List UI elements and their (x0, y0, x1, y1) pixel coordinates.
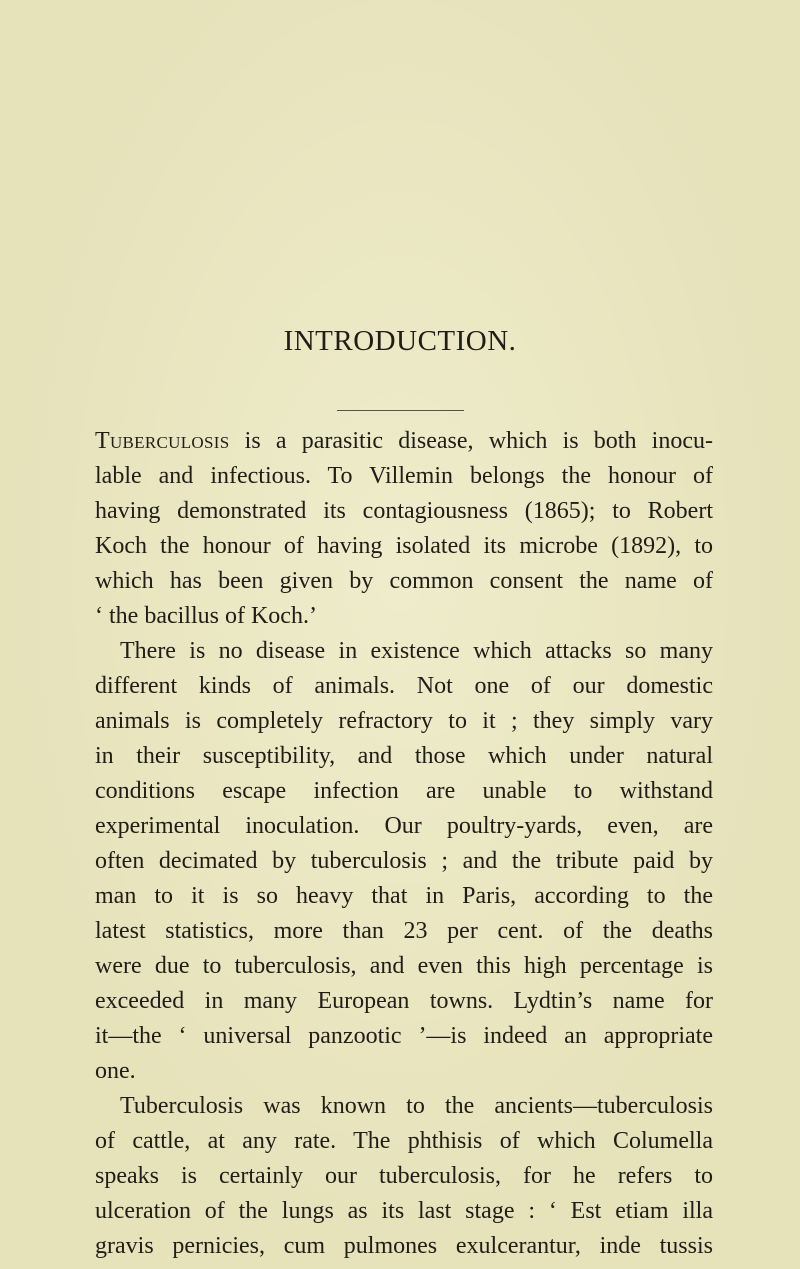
text-line: speaks is certainly our tuberculosis, for he refers to (95, 1163, 713, 1189)
text-line: ulceration of the lungs as its last stage : ‘ Est etiam illa (95, 1198, 713, 1224)
text-line: exceeded in many European towns. Lydtin’s name for (95, 988, 713, 1014)
body-text (95, 424, 713, 1264)
text-line: were due to tuberculosis, and even this high percentage is (95, 953, 713, 979)
text-line: ‘ the bacillus of Koch.’ (95, 603, 317, 629)
text-line: lable and infectious. To Villemin belongs the honour of (95, 463, 713, 489)
text-line: having demonstrated its contagiousness (1865); to Robert (95, 498, 713, 524)
text-line (95, 424, 713, 459)
text-line: man to it is so heavy that in Paris, according to the (95, 883, 713, 909)
text-line: one. (95, 1058, 136, 1084)
text-line: conditions escape infection are unable to withstand (95, 778, 713, 804)
text-line: in their susceptibility, and those which under natural (95, 743, 713, 769)
text-line: animals is completely refractory to it ; they simply vary (95, 708, 713, 734)
text-line: which has been given by common consent the name of (95, 568, 713, 594)
text-line: it—the ‘ universal panzootic ’—is indeed an appropriate (95, 1023, 713, 1049)
heading-rule (337, 410, 464, 411)
lead-word: Tuberculosis (95, 428, 230, 454)
text-line: often decimated by tuberculosis ; and the tribute paid by (95, 848, 713, 874)
text-line: Koch the honour of having isolated its microbe (1892), to (95, 533, 713, 559)
text-line: gravis pernicies, cum pulmones exulcerantur, inde tussis (95, 1233, 713, 1259)
text-line: of cattle, at any rate. The phthisis of which Columella (95, 1128, 713, 1154)
text-line: experimental inoculation. Our poultry-yards, even, are (95, 813, 713, 839)
text-line: different kinds of animals. Not one of our domestic (95, 673, 713, 699)
line-text: is a parasitic disease, which is both inocu- (229, 428, 713, 454)
chapter-heading: INTRODUCTION. (283, 325, 517, 357)
text-line: Tuberculosis was known to the ancients—tuberculosis (120, 1093, 713, 1119)
text-line: latest statistics, more than 23 per cent. of the deaths (95, 918, 713, 944)
text-line: There is no disease in existence which attacks so many (120, 638, 713, 664)
